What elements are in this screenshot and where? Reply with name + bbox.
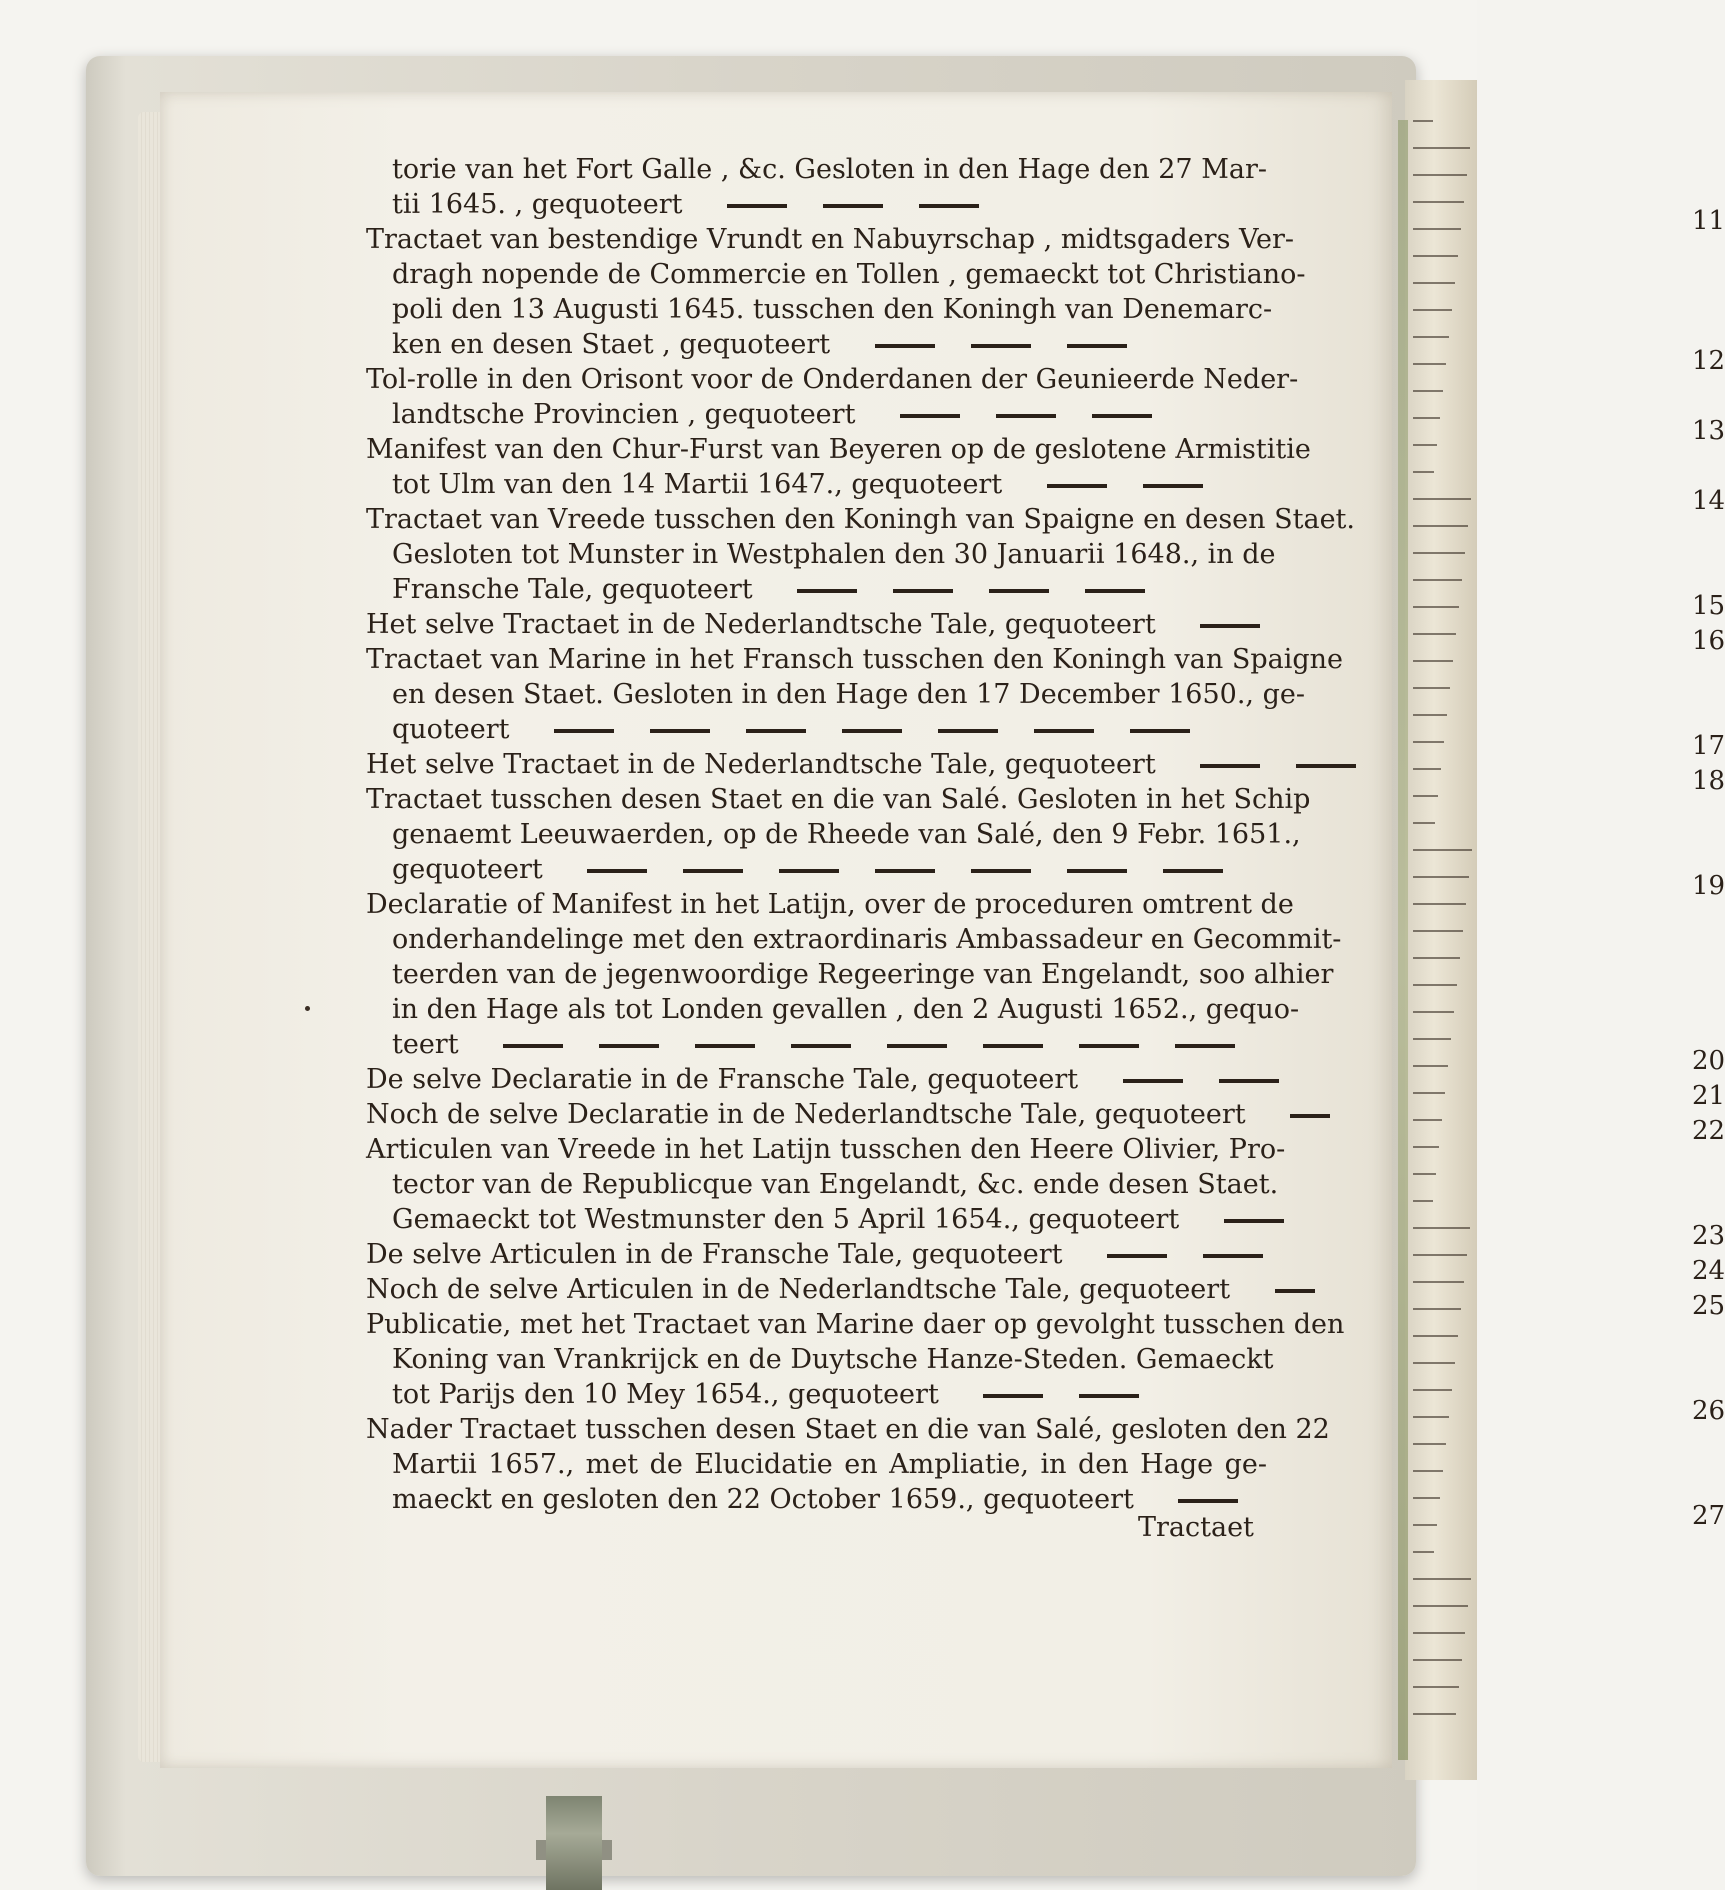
facing-text-streak <box>1413 1686 1459 1688</box>
entry-line <box>392 397 1267 432</box>
page-number: 14 <box>1692 486 1725 516</box>
leader-dashes <box>1160 1484 1256 1515</box>
entry-text: Koning van Vrankrijck en de Duytsche Hanze-Steden. Gemaeckt <box>392 1344 1274 1375</box>
page-number: 16 <box>1692 626 1725 656</box>
entry-line <box>366 1412 1330 1447</box>
entry-text: Gemaeckt tot Westmunster den 5 April 1654., gequoteert <box>392 1204 1180 1235</box>
facing-text-streak <box>1413 876 1469 878</box>
entry-line <box>366 1307 1345 1342</box>
entry-line <box>366 1062 1267 1097</box>
facing-text-streak <box>1413 1281 1464 1283</box>
facing-text-streak <box>1413 1524 1437 1526</box>
entry-text: Fransche Tale, gequoteert <box>392 574 753 605</box>
entry-text: quoteert <box>392 714 510 745</box>
facing-text-streak <box>1413 1200 1433 1202</box>
facing-page-edge <box>1405 80 1477 1780</box>
entry-line <box>366 607 1267 642</box>
page-number: 24 <box>1692 1256 1725 1286</box>
entry-text: maeckt en gesloten den 22 October 1659., gequoteert <box>392 1484 1134 1515</box>
entry-text: De selve Articulen in de Fransche Tale, gequoteert <box>366 1239 1063 1270</box>
facing-text-streak <box>1413 822 1435 824</box>
entry-text: tector van de Republicque van Engelandt, &c. ende desen Staet. <box>392 1169 1279 1200</box>
entry-line <box>392 1202 1267 1237</box>
entry-line <box>392 712 1267 747</box>
page-number: 27 <box>1692 1501 1725 1531</box>
facing-text-streak <box>1413 903 1466 905</box>
leader-dashes <box>779 574 1163 605</box>
facing-text-streak <box>1413 1497 1440 1499</box>
entry-text: Martii 1657., met de Elucidatie en Ampliatie, in den Hage ge- <box>392 1449 1267 1480</box>
facing-text-streak <box>1413 1416 1449 1418</box>
facing-text-streak <box>1413 1065 1448 1067</box>
leader-dashes <box>965 1379 1157 1410</box>
facing-text-streak <box>1413 552 1465 554</box>
entry-text: Noch de selve Articulen in de Nederlandtsche Tale, gequoteert <box>366 1274 1231 1305</box>
entry-line <box>366 782 1311 817</box>
entry-text: tot Ulm van den 14 Martii 1647., gequoteert <box>392 469 1003 500</box>
entry-text: Manifest van den Chur-Furst van Beyeren op de geslotene Armistitie <box>366 434 1311 465</box>
facing-text-streak <box>1413 363 1446 365</box>
facing-text-streak <box>1413 1119 1442 1121</box>
entry-line <box>366 1097 1267 1132</box>
page-number: 15 <box>1692 591 1725 621</box>
entry-text: poli den 13 Augusti 1645. tusschen den Koningh van Denemarc- <box>392 294 1273 325</box>
entry-line <box>392 1342 1274 1377</box>
leader-dashes <box>1089 1239 1281 1270</box>
entry-text: Tractaet van Marine in het Fransch tusschen den Koningh van Spaigne <box>366 644 1344 675</box>
leader-dashes <box>882 399 1170 430</box>
entry-text: tot Parijs den 10 Mey 1654., gequoteert <box>392 1379 939 1410</box>
page-number: 17 <box>1692 731 1725 761</box>
facing-text-streak <box>1413 228 1461 230</box>
facing-text-streak <box>1413 525 1468 527</box>
facing-text-streak <box>1413 1092 1445 1094</box>
facing-text-streak <box>1413 1254 1467 1256</box>
facing-text-streak <box>1413 417 1440 419</box>
facing-text-streak <box>1413 1227 1470 1229</box>
entry-line <box>392 572 1267 607</box>
facing-text-streak <box>1413 1578 1471 1580</box>
entry-line <box>392 922 1342 957</box>
entry-text: Publicatie, met het Tractaet van Marine daer op gevolght tusschen den <box>366 1309 1345 1340</box>
page-number: 19 <box>1692 871 1725 901</box>
entry-line <box>392 327 1267 362</box>
entry-line <box>366 1237 1267 1272</box>
facing-text-streak <box>1413 444 1437 446</box>
facing-text-streak <box>1413 174 1467 176</box>
entry-line <box>392 292 1273 327</box>
page-number: 13 <box>1692 416 1725 446</box>
facing-text-streak <box>1413 390 1443 392</box>
entry-text: De selve Declaratie in de Fransche Tale, gequoteert <box>366 1064 1079 1095</box>
facing-text-streak <box>1413 957 1460 959</box>
leader-dashes <box>1182 609 1278 640</box>
leader-dashes <box>536 714 1208 745</box>
entry-line <box>392 537 1276 572</box>
entry-line <box>366 642 1344 677</box>
entry-text: Tractaet tusschen desen Staet en die van Salé. Gesloten in het Schip <box>366 784 1311 815</box>
entry-text: genaemt Leeuwaerden, op de Rheede van Salé, den 9 Febr. 1651., <box>392 819 1301 850</box>
entry-text: tii 1645. , gequoteert <box>392 189 683 220</box>
leader-dashes <box>1182 749 1374 780</box>
facing-text-streak <box>1413 1713 1456 1715</box>
facing-text-streak <box>1413 498 1471 500</box>
facing-text-streak <box>1413 120 1433 122</box>
facing-text-streak <box>1413 1551 1434 1553</box>
catchword: Tractaet <box>1138 1512 1254 1543</box>
facing-text-streak <box>1413 1146 1439 1148</box>
page-number: 20 <box>1692 1046 1725 1076</box>
facing-text-streak <box>1413 984 1457 986</box>
page-number: 21 <box>1692 1081 1725 1111</box>
leader-dashes <box>1206 1204 1302 1235</box>
facing-text-streak <box>1413 309 1452 311</box>
entry-line <box>392 1027 1267 1062</box>
facing-text-streak <box>1413 687 1450 689</box>
ink-speck <box>305 1006 310 1011</box>
entry-line <box>366 362 1299 397</box>
leader-dashes <box>709 189 997 220</box>
entry-text: Tol-rolle in den Orisont voor de Onderdanen der Geunieerde Neder- <box>366 364 1299 395</box>
entry-text: Noch de selve Declaratie in de Nederlandtsche Tale, gequoteert <box>366 1099 1246 1130</box>
facing-text-streak <box>1413 147 1470 149</box>
entry-text: Gesloten tot Munster in Westphalen den 30 Januarii 1648., in de <box>392 539 1276 570</box>
entry-text: en desen Staet. Gesloten in den Hage den 17 December 1650., ge- <box>392 679 1305 710</box>
entry-line <box>392 1167 1279 1202</box>
facing-text-streak <box>1413 741 1444 743</box>
entry-line <box>366 887 1294 922</box>
entry-line <box>392 257 1306 292</box>
entry-line <box>392 152 1267 187</box>
facing-text-streak <box>1413 660 1453 662</box>
page-number: 12 <box>1692 346 1725 376</box>
leader-dashes <box>1029 469 1221 500</box>
entry-text: Nader Tractaet tusschen desen Staet en die van Salé, gesloten den 22 <box>366 1414 1330 1445</box>
facing-text-streak <box>1413 768 1441 770</box>
page-number: 26 <box>1692 1396 1725 1426</box>
entry-line <box>366 747 1267 782</box>
facing-text-streak <box>1413 471 1434 473</box>
facing-text-streak <box>1413 1659 1462 1661</box>
leader-dashes <box>1105 1064 1297 1095</box>
entry-text: ken en desen Staet , gequoteert <box>392 329 831 360</box>
entry-text: Tractaet van bestendige Vrundt en Nabuyrschap , midtsgaders Ver- <box>366 224 1295 255</box>
facing-text-streak <box>1413 201 1464 203</box>
entry-text: torie van het Fort Galle , &c. Gesloten in den Hage den 27 Mar- <box>392 154 1267 185</box>
entry-line <box>392 1447 1267 1482</box>
facing-text-streak <box>1413 633 1456 635</box>
facing-text-streak <box>1413 1335 1458 1337</box>
leader-dashes <box>857 329 1145 360</box>
entry-text: Declaratie of Manifest in het Latijn, over de proceduren omtrent de <box>366 889 1294 920</box>
facing-text-streak <box>1413 1362 1455 1364</box>
entry-text: Het selve Tractaet in de Nederlandtsche Tale, gequoteert <box>366 749 1156 780</box>
facing-text-streak <box>1413 579 1462 581</box>
leader-dashes <box>569 854 1241 885</box>
facing-text-streak <box>1413 1011 1454 1013</box>
entry-text: Articulen van Vreede in het Latijn tusschen den Heere Olivier, Pro- <box>366 1134 1286 1165</box>
facing-text-streak <box>1413 1308 1461 1310</box>
facing-text-streak <box>1413 1470 1443 1472</box>
entry-line <box>392 1377 1267 1412</box>
facing-text-streak <box>1413 606 1459 608</box>
entry-text: teert <box>392 1029 459 1060</box>
entry-line <box>366 432 1311 467</box>
facing-text-streak <box>1413 255 1458 257</box>
entry-line <box>392 817 1301 852</box>
page-number: 23 <box>1692 1221 1725 1251</box>
entry-line <box>392 467 1267 502</box>
facing-text-streak <box>1413 1632 1465 1634</box>
facing-text-streak <box>1413 336 1449 338</box>
entry-line <box>392 187 1267 222</box>
page-number: 25 <box>1692 1291 1725 1321</box>
facing-text-streak <box>1413 849 1472 851</box>
table-of-contents <box>366 152 1725 1531</box>
facing-text-streak <box>1413 714 1447 716</box>
bookmark-ribbon <box>546 1796 602 1890</box>
entry-line <box>366 222 1295 257</box>
facing-text-streak <box>1413 1389 1452 1391</box>
page-number: 11 <box>1692 206 1725 236</box>
facing-text-streak <box>1413 795 1438 797</box>
entry-text: gequoteert <box>392 854 543 885</box>
leader-dashes <box>485 1029 1253 1060</box>
entry-line <box>366 1132 1286 1167</box>
entry-line <box>392 1482 1267 1517</box>
entry-text: Tractaet van Vreede tusschen den Koningh van Spaigne en desen Staet. <box>366 504 1355 535</box>
page-number: 18 <box>1692 766 1725 796</box>
facing-text-streak <box>1413 1443 1446 1445</box>
page-number: 22 <box>1692 1116 1725 1146</box>
facing-text-streak <box>1413 282 1455 284</box>
entry-text: Het selve Tractaet in de Nederlandtsche Tale, gequoteert <box>366 609 1156 640</box>
entry-line <box>392 677 1305 712</box>
facing-text-streak <box>1413 1605 1468 1607</box>
entry-line <box>392 957 1334 992</box>
facing-text-streak <box>1413 1173 1436 1175</box>
entry-text: onderhandelinge met den extraordinaris Ambassadeur en Gecommit- <box>392 924 1342 955</box>
entry-text: dragh nopende de Commercie en Tollen , gemaeckt tot Christiano- <box>392 259 1306 290</box>
entry-text: teerden van de jegenwoordige Regeeringe van Engelandt, soo alhier <box>392 959 1334 990</box>
entry-line <box>392 992 1300 1027</box>
entry-line <box>392 852 1267 887</box>
facing-text-streak <box>1413 930 1463 932</box>
entry-text: landtsche Provincien , gequoteert <box>392 399 856 430</box>
leader-dashes <box>1257 1274 1333 1305</box>
facing-text-streak <box>1413 1038 1451 1040</box>
entry-line <box>366 1272 1267 1307</box>
entry-text: in den Hage als tot Londen gevallen , den 2 Augusti 1652., gequo- <box>392 994 1300 1025</box>
green-page-edge <box>1398 120 1408 1760</box>
entry-line <box>366 502 1355 537</box>
leader-dashes <box>1272 1099 1348 1130</box>
